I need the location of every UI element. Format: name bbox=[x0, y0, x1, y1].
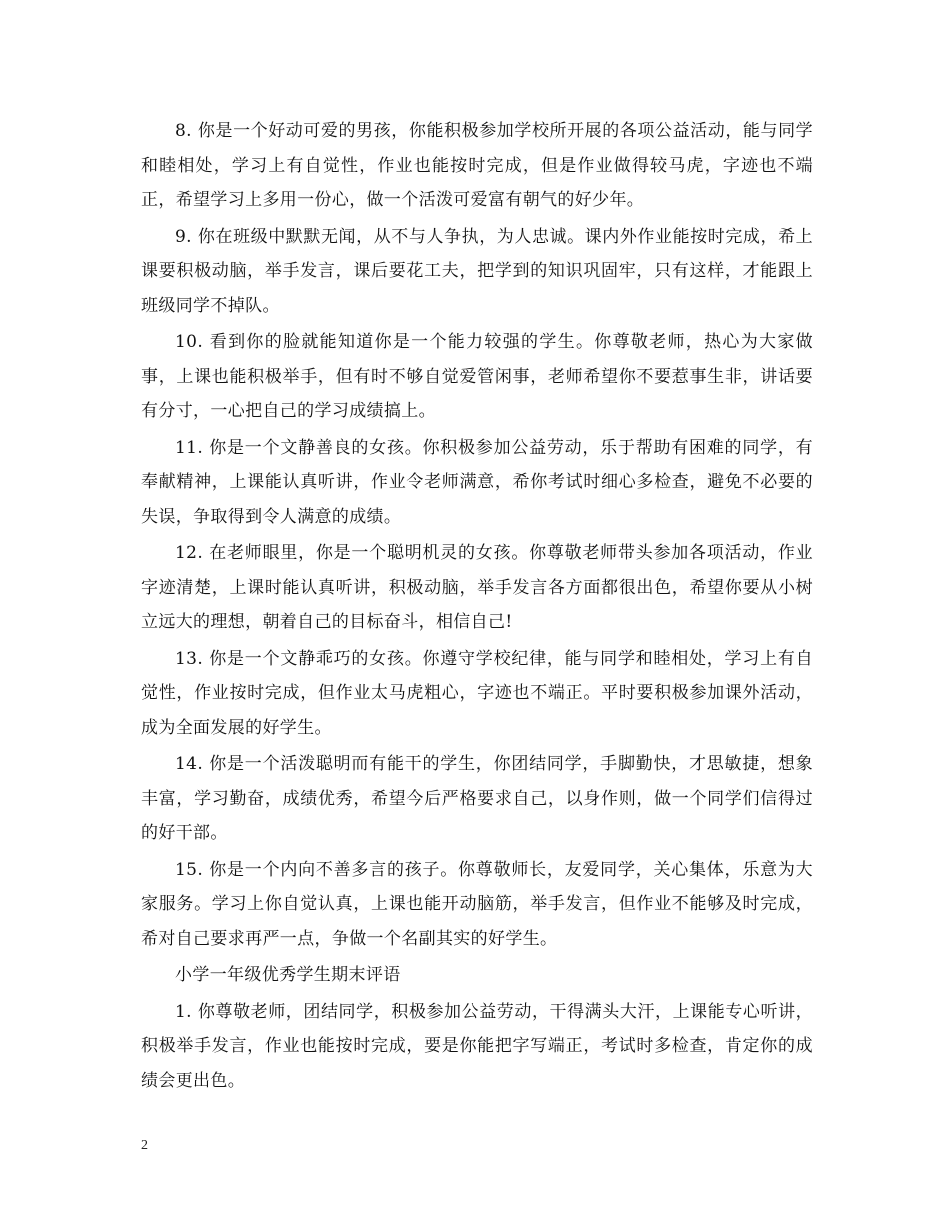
comment-paragraph-13: 13. 你是一个文静乖巧的女孩。你遵守学校纪律，能与同学和睦相处，学习上有自觉性，作业按时完成，但作业太马虎粗心，字迹也不端正。平时要积极参加课外活动，成为全面发展的好学生。 bbox=[141, 648, 813, 738]
section-heading: 小学一年级优秀学生期末评语 bbox=[175, 965, 401, 985]
comment-paragraph-8: 8. 你是一个好动可爱的男孩，你能积极参加学校所开展的各项公益活动，能与同学和睦相处，学习上有自觉性，作业也能按时完成，但是作业做得较马虎，字迹也不端正，希望学习上多用一份心，做一个活泼可爱富有朝气的好少年。 bbox=[141, 121, 813, 210]
comment-paragraph-14: 14. 你是一个活泼聪明而有能干的学生，你团结同学，手脚勤快，才思敏捷，想象丰富，学习勤奋，成绩优秀，希望今后严格要求自己，以身作则，做一个同学们信得过的好干部。 bbox=[141, 754, 813, 843]
comment-paragraph-15: 15. 你是一个内向不善多言的孩子。你尊敬师长，友爱同学，关心集体，乐意为大家服务。学习上你自觉认真，上课也能开动脑筋，举手发言，但作业不能够及时完成，希对自己要求再严一点，争做一个名副其实的好学生。 bbox=[141, 859, 813, 949]
comment-paragraph-9: 9. 你在班级中默默无闻，从不与人争执，为人忠诚。课内外作业能按时完成，希上课要积极动脑，举手发言，课后要花工夫，把学到的知识巩固牢，只有这样，才能跟上班级同学不掉队。 bbox=[141, 226, 813, 316]
comment-paragraph-12: 12. 在老师眼里，你是一个聪明机灵的女孩。你尊敬老师带头参加各项活动，作业字迹清楚，上课时能认真听讲，积极动脑，举手发言各方面都很出色，希望你要从小树立远大的理想，朝着自己的目标奋斗，相信自己! bbox=[141, 543, 813, 632]
comment-paragraph-10: 10. 看到你的脸就能知道你是一个能力较强的学生。你尊敬老师，热心为大家做事，上课也能积极举手，但有时不够自觉爱管闲事，老师希望你不要惹事生非，讲话要有分寸，一心把自己的学习成绩搞上。 bbox=[141, 332, 813, 421]
comment-paragraph-11: 11. 你是一个文静善良的女孩。你积极参加公益劳动，乐于帮助有困难的同学，有奉献精神，上课能认真听讲，作业令老师满意，希你考试时细心多检查，避免不必要的失误，争取得到令人满意的成绩。 bbox=[141, 437, 813, 527]
page-number: 2 bbox=[141, 1138, 148, 1153]
section-comment-paragraph-1: 1. 你尊敬老师，团结同学，积极参加公益劳动，干得满头大汗，上课能专心听讲，积极举手发言，作业也能按时完成，要是你能把字写端正，考试时多检查，肯定你的成绩会更出色。 bbox=[141, 1001, 813, 1091]
document-body bbox=[141, 114, 813, 1100]
